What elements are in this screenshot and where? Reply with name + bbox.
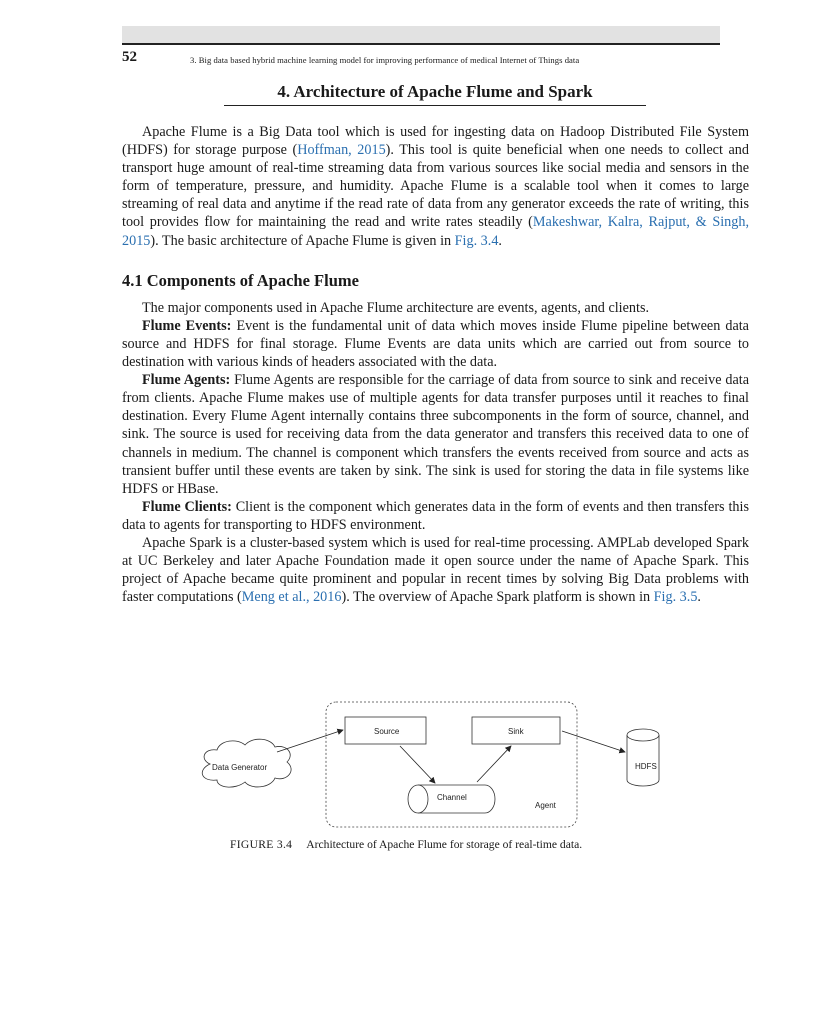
arrow-channel-to-sink <box>477 746 511 782</box>
hdfs-cylinder <box>627 729 659 786</box>
body-text <box>122 123 749 606</box>
subsection-title: 4.1 Components of Apache Flume <box>122 270 359 290</box>
figure-number: FIGURE 3.4 <box>230 838 293 851</box>
page-number: 52 <box>122 49 137 65</box>
arrow-sink-to-hdfs <box>562 731 625 752</box>
source-label: Source <box>374 727 400 736</box>
hdfs-label: HDFS <box>635 762 657 771</box>
arrow-source-to-channel <box>400 746 435 783</box>
intro-paragraph: Apache Flume is a Big Data tool which is used for ingesting data on Hadoop Distributed File System (HDFS) for storage purpose (Hoffman, 2015). This tool is quite beneficial when one needs to collect and transport huge amount of real-time streaming data from various sources like social media and sensors in the form of temperature, pressure, and humidity. Apache Flume is a scalable tool when it comes to large streaming of real data and anytime if the read rate of data from any generator exceeds the rate of writing, this tool provides flow for maintaining the read and write rates steadily (Makeshwar, Kalra, Rajput, & Singh, 2015). The basic architecture of Apache Flume is given in Fig. 3.4. <box>122 124 749 249</box>
figure-link[interactable]: Fig. 3.4 <box>454 232 499 249</box>
citation-link[interactable]: Makeshwar, Kalra, Rajput, & Singh, 2015 <box>122 214 749 249</box>
figure-link[interactable]: Fig. 3.5 <box>653 589 698 606</box>
flume-architecture-diagram <box>195 700 665 835</box>
data-generator-label: Data Generator <box>212 763 268 772</box>
agent-label: Agent <box>535 801 556 810</box>
components-paragraph: The major components used in Apache Flume architecture are events, agents, and clients. <box>142 299 650 316</box>
header-band <box>122 26 720 45</box>
events-paragraph: Flume Events: Event is the fundamental unit of data which moves inside Flume pipeline between data source and HDFS for final storage. Flume Events are data units which are carried out from source to destination with various kinds of headers associated with the data. <box>122 317 749 371</box>
channel-label: Channel <box>437 793 467 802</box>
spark-paragraph: Apache Spark is a cluster-based system which is used for real-time processing. AMPLab developed Spark at UC Berkeley and later Apache Foundation made it open source under the name of Apache Spark. This project of Apache became quite prominent and popular in recent times by solving Big Data problems with faster computations (Meng et al., 2016). The overview of Apache Spark platform is shown in Fig. 3.5. <box>122 534 749 606</box>
clients-paragraph: Flume Clients: Client is the component which generates data in the form of events and then transfers this data to agents for transporting to HDFS environment. <box>122 498 749 533</box>
running-head: 3. Big data based hybrid machine learning model for improving performance of medical Internet of Things data <box>190 55 580 65</box>
sink-label: Sink <box>508 727 524 736</box>
caption-text: Architecture of Apache Flume for storage of real-time data. <box>306 838 583 851</box>
section-title: 4. Architecture of Apache Flume and Spark <box>224 82 646 106</box>
citation-link[interactable]: Hoffman, 2015 <box>297 142 386 159</box>
citation-link[interactable]: Meng et al., 2016 <box>241 589 342 606</box>
agents-paragraph: Flume Agents: Flume Agents are responsible for the carriage of data from source to sink and receive data from clients. Apache Flume makes use of multiple agents for data transfer purposes until it reaches to final destination. Every Flume Agent internally contains three subcomponents in the form of source, channel, and sink. The source is used for receiving data from the data generator and transfers this received data to one of channels in medium. The channel is component which transfers the events received from source and acts as transient buffer until these events are taken by sink. The sink is used for storing the data in file systems like HDFS or HBase. <box>122 372 749 497</box>
figure-caption <box>230 838 582 851</box>
arrow-generator-to-source <box>277 730 343 752</box>
